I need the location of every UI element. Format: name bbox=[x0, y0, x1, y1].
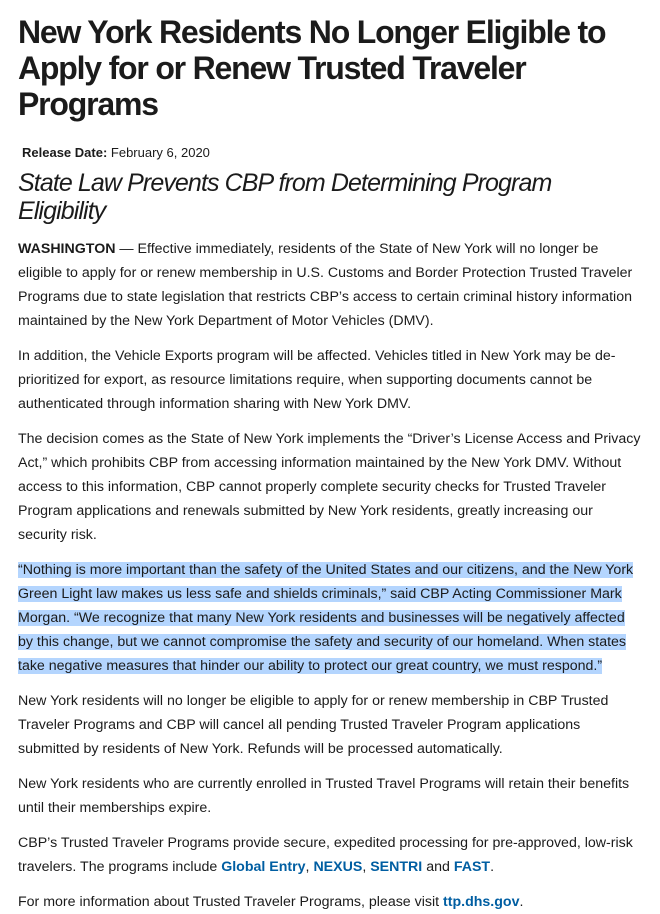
page-title: New York Residents No Longer Eligible to Apply for or Renew Trusted Traveler Programs bbox=[18, 14, 606, 122]
subtitle: State Law Prevents CBP from Determining Program Eligibility bbox=[18, 169, 552, 225]
paragraph-5: New York residents will no longer be eligible to apply for or renew membership in CBP Trusted Traveler Programs and CBP will cancel all pending Trusted Traveler Program applications submitted by residents of New York. Refunds will be processed automatically. bbox=[18, 693, 609, 757]
paragraph-3: The decision comes as the State of New York implements the “Driver’s License Access and Privacy Act,” which prohibits CBP from accessing information maintained by the New York DMV. Without access to this information, CBP cannot properly complete security checks for Trusted Traveler Program applications and renewals submitted by New York residents, greatly increasing our security risk. bbox=[18, 431, 641, 543]
paragraph-1 bbox=[18, 237, 642, 333]
paragraph-8-text: For more information about Trusted Traveler Programs, please visit bbox=[18, 894, 444, 910]
release-date-line bbox=[22, 144, 642, 162]
paragraph-1-text: — Effective immediately, residents of the State of New York will no longer be eligible to apply for or renew membership in U.S. Customs and Border Protection Trusted Traveler Programs due to state legislation that restricts CBP’s access to certain criminal history information maintained by the New York Department of Motor Vehicles (DMV). bbox=[18, 241, 633, 329]
release-date: February 6, 2020 bbox=[110, 145, 210, 160]
paragraph-quote[interactable] bbox=[18, 558, 642, 678]
sentri-link[interactable]: SENTRI bbox=[370, 859, 423, 875]
paragraph-7-text: CBP’s Trusted Traveler Programs provide secure, expedited processing for pre-approved, low-risk travelers. The programs include bbox=[18, 835, 633, 875]
paragraph-8 bbox=[18, 890, 642, 914]
dateline: WASHINGTON bbox=[18, 241, 116, 257]
separator: , bbox=[362, 859, 371, 875]
selected-text[interactable]: “Nothing is more important than the safety of the United States and our citizens, and the New York Green Light law makes us less safe and shields criminals,” said CBP Acting Commissioner Mark Morgan. “We recognize that many New York residents and businesses will be negatively affected by this change, but we cannot compromise the safety and security of our homeland. When states take negative measures that hinder our ability to protect our great country, we must respond.” bbox=[18, 562, 634, 674]
period: . bbox=[519, 894, 524, 910]
paragraph-2: In addition, the Vehicle Exports program will be affected. Vehicles titled in New York may be de-prioritized for export, as resource limitations require, when supporting documents cannot be authenticated through information sharing with New York DMV. bbox=[18, 348, 616, 412]
global-entry-link[interactable]: Global Entry bbox=[221, 859, 306, 875]
release-date-label: Release Date: bbox=[22, 145, 108, 160]
paragraph-7 bbox=[18, 831, 642, 879]
ttp-link[interactable]: ttp.dhs.gov bbox=[443, 894, 520, 910]
separator: , bbox=[305, 859, 314, 875]
separator: and bbox=[422, 859, 454, 875]
fast-link[interactable]: FAST bbox=[453, 859, 491, 875]
period: . bbox=[490, 859, 495, 875]
nexus-link[interactable]: NEXUS bbox=[313, 859, 363, 875]
paragraph-6: New York residents who are currently enrolled in Trusted Travel Programs will retain their benefits until their memberships expire. bbox=[18, 776, 630, 816]
